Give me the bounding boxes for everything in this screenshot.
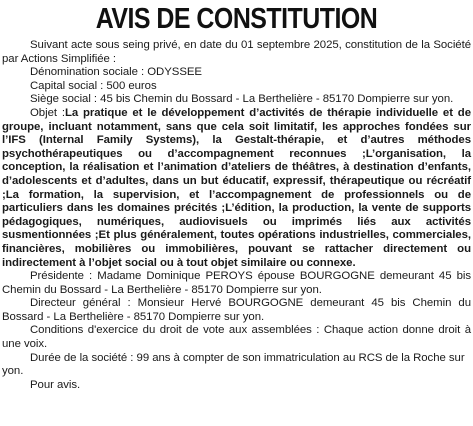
capital-line: Capital social : 500 euros [30,79,157,92]
objet-text: La pratique et le développement d’activités de thérapie individuelle et de groupe, incluant notamment, sans que cela soit limitatif, les approches fondées sur l’IFS (Internal Family Systems), la Gestalt-thérapie, et d’autres méthodes psychothérapeutiques ou d’accompagnement reconnues ;L’organisation, la conception, la réalisation et l’animation d’ateliers de théâtres, à destination d’enfants, d’adolescents et d’adultes, dans un but éducatif, expressif, thérapeutique ou récréatif ;La formation, la supervision, et l’accompagnement de professionnels ou de particuliers dans les domaines précités ;L’édition, la production, la vente de supports pédagogiques, numériques, audiovisuels ou imprimés liés aux activités susmentionnées ;Et plus généralement, toutes opérations industrielles, commerciales, financières, mobilières ou immobilières, pouvant se rattacher directement ou indirectement à l’objet social ou à tout objet similaire ou connexe. [2,106,471,269]
duree-paragraph: Durée de la société : 99 ans à compter de son immatriculation au RCS de la Roche sur yon. [2,351,465,378]
intro-paragraph: Suivant acte sous seing privé, en date du 01 septembre 2025, constitution de la Société par Actions Simplifiée : [2,39,471,65]
denomination-line: Dénomination sociale : ODYSSEE [30,66,202,79]
notice-body [2,39,471,392]
objet-paragraph [2,107,471,270]
siege-line: Siège social : 45 bis Chemin du Bossard - La Berthelière - 85170 Dompierre sur yon. [30,93,454,106]
closing-line: Pour avis. [30,378,81,391]
conditions-paragraph: Conditions d'exercice du droit de vote aux assemblées : Chaque action donne droit à une voix. [2,324,471,351]
directeur-paragraph: Directeur général : Monsieur Hervé BOURGOGNE demeurant 45 bis Chemin du Bossard - La Berthelière - 85170 Dompierre sur yon. [2,297,471,323]
notice-title: AVIS DE CONSTITUTION [95,3,378,35]
objet-label: Objet : [30,106,65,119]
presidente-paragraph: Présidente : Madame Dominique PEROYS épouse BOURGOGNE demeurant 45 bis Chemin du Bossard - La Berthelière - 85170 Dompierre sur yon. [2,270,471,296]
